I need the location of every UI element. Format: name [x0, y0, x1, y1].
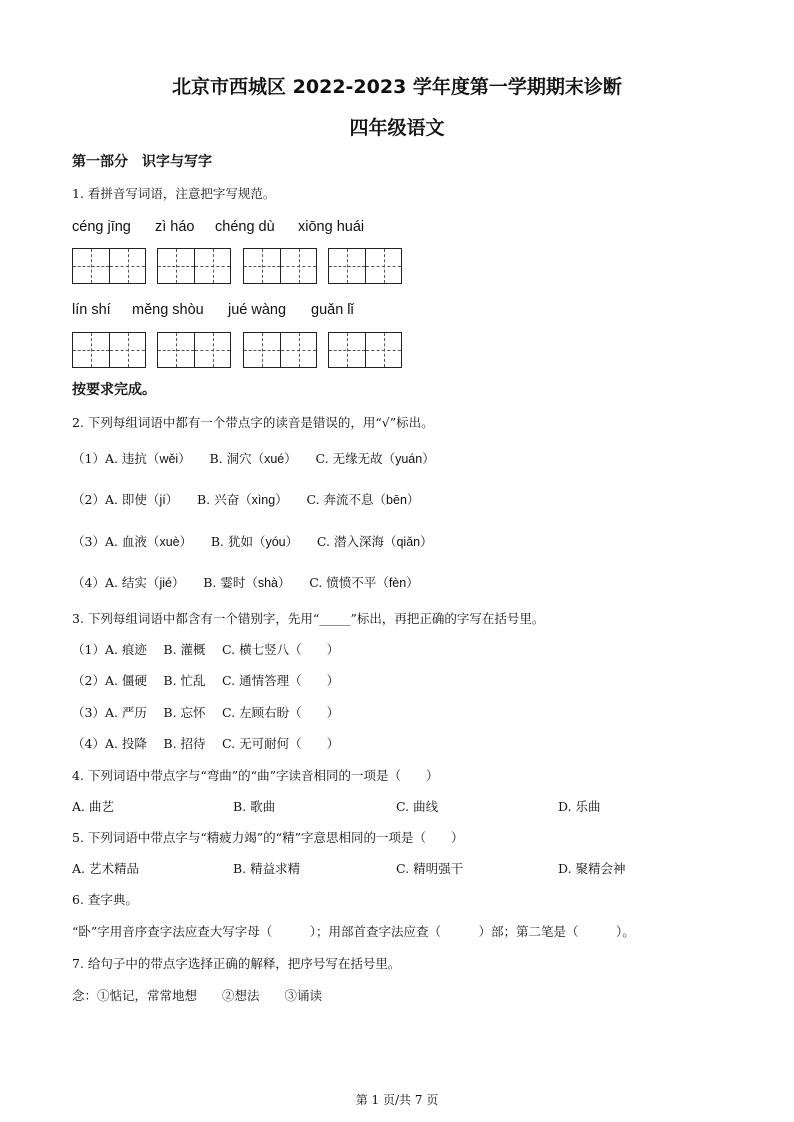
writing-grid[interactable]: [157, 332, 231, 368]
pinyin-8: guǎn lǐ: [311, 302, 354, 318]
pinyin-2: zì háo: [155, 219, 195, 235]
q3-item-1[interactable]: （1）A. 痕迹 B. 灌概 C. 横七竖八（ ）: [72, 642, 340, 657]
q3-item-2[interactable]: （2）A. 僵硬 B. 忙乱 C. 通情答理（ ）: [72, 673, 340, 688]
pinyin-4: xiōng huái: [298, 219, 365, 235]
q4-option-a[interactable]: A. 曲艺: [72, 799, 114, 814]
q5-prompt: 5. 下列词语中带点字与“精疲力竭”的“精”字意思相同的一项是（ ）: [72, 830, 464, 845]
q2-item-2[interactable]: （2）A. 即使（jí） B. 兴奋（xìng） C. 奔流不息（bēn）: [72, 492, 420, 507]
q2-prompt: 2. 下列每组词语中都有一个带点字的读音是错误的，用“√”标出。: [72, 415, 434, 430]
q4-option-b[interactable]: B. 歌曲: [233, 799, 276, 814]
q3-item-3[interactable]: （3）A. 严历 B. 忘怀 C. 左顾右盼（ ）: [72, 705, 340, 720]
exam-title: 北京市西城区 2022-2023 学年度第一学期期末诊断: [172, 76, 622, 98]
q3-prompt: 3. 下列每组词语中都含有一个错别字，先用“_____”标出，再把正确的字写在括号里。: [72, 611, 545, 626]
pinyin-1: céng jīng: [72, 219, 131, 235]
writing-grid[interactable]: [72, 332, 146, 368]
writing-grid[interactable]: [72, 248, 146, 284]
q4-option-d[interactable]: D. 乐曲: [558, 799, 601, 814]
writing-grid[interactable]: [328, 248, 402, 284]
q5-option-c[interactable]: C. 精明强干: [396, 861, 464, 876]
writing-grid[interactable]: [157, 248, 231, 284]
pinyin-5: lín shí: [72, 302, 111, 318]
q6-prompt: 6. 查字典。: [72, 892, 138, 907]
page-footer: 第 1 页/共 7 页: [355, 1093, 439, 1107]
writing-grid[interactable]: [243, 332, 317, 368]
pinyin-6: měng shòu: [132, 302, 204, 318]
pinyin-3: chéng dù: [215, 219, 275, 235]
q4-option-c[interactable]: C. 曲线: [396, 799, 439, 814]
pinyin-7: jué wàng: [228, 302, 287, 318]
writing-grid[interactable]: [243, 248, 317, 284]
q4-prompt: 4. 下列词语中带点字与“弯曲”的“曲”字读音相同的一项是（ ）: [72, 768, 439, 783]
q1-prompt: 1. 看拼音写词语，注意把字写规范。: [72, 186, 276, 201]
section-heading: 第一部分 识字与写字: [72, 154, 212, 170]
q2-item-4[interactable]: （4）A. 结实（jié） B. 霎时（shà） C. 愤愤不平（fèn）: [72, 575, 419, 590]
q3-item-4[interactable]: （4）A. 投降 B. 招待 C. 无可耐何（ ）: [72, 736, 340, 751]
instruction-heading: 按要求完成。: [72, 382, 156, 398]
q5-option-d[interactable]: D. 聚精会神: [558, 861, 626, 876]
q7-definitions: 念：①惦记，常常地想 ②想法 ③诵读: [72, 988, 323, 1003]
q5-option-b[interactable]: B. 精益求精: [233, 861, 301, 876]
exam-subtitle: 四年级语文: [349, 117, 445, 139]
q2-item-1[interactable]: （1）A. 违抗（wěi） B. 洞穴（xué） C. 无缘无故（yuán）: [72, 451, 435, 466]
q2-item-3[interactable]: （3）A. 血液（xuè） B. 犹如（yóu） C. 潜入深海（qiǎn）: [72, 534, 433, 549]
q7-prompt: 7. 给句子中的带点字选择正确的解释，把序号写在括号里。: [72, 956, 401, 971]
writing-grid[interactable]: [328, 332, 402, 368]
q6-body[interactable]: “卧”字用音序查字法应查大写字母（ ）；用部首查字法应查（ ）部；第二笔是（ ）。: [72, 924, 635, 939]
q5-option-a[interactable]: A. 艺术精品: [72, 861, 139, 876]
